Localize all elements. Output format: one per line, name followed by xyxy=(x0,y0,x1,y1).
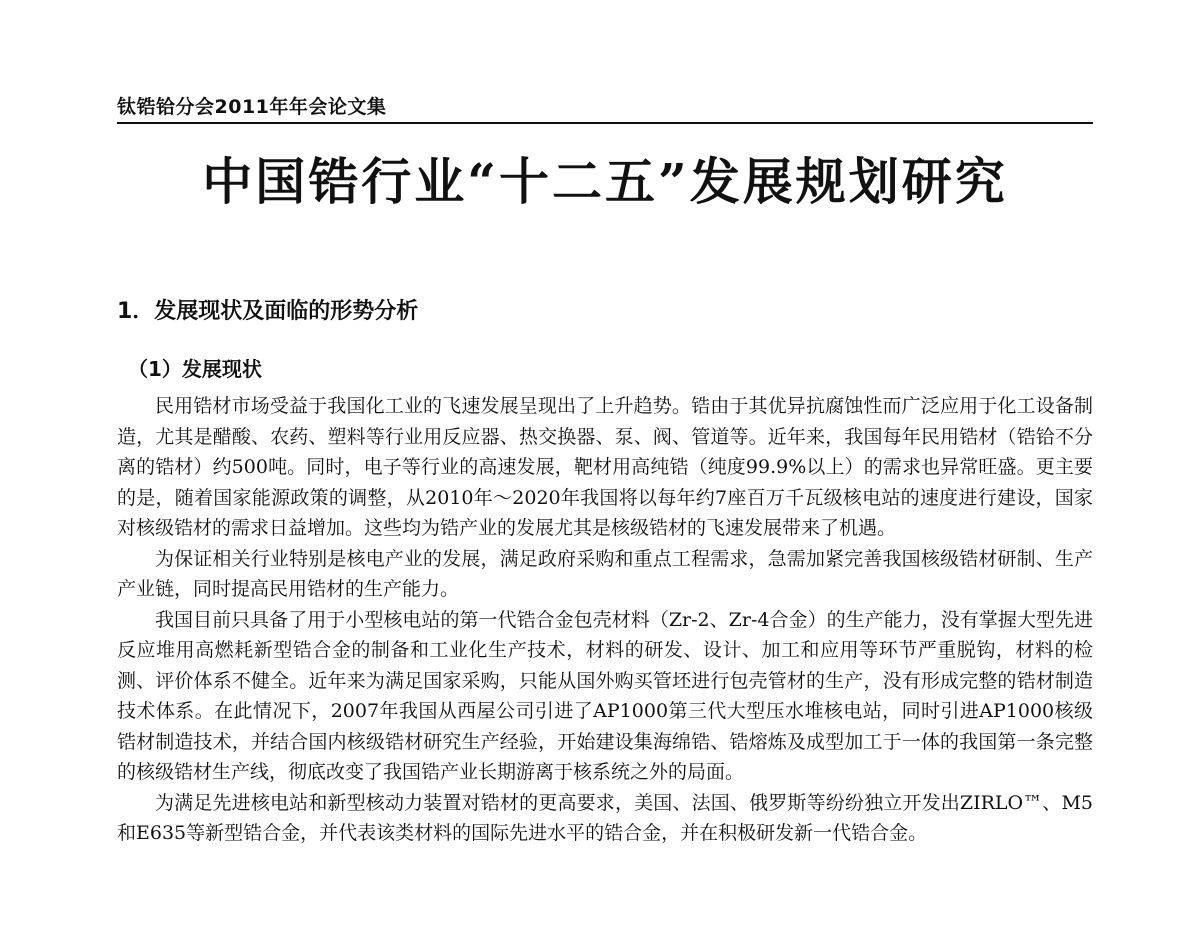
paragraph-2: 为保证相关行业特别是核电产业的发展，满足政府采购和重点工程需求，急需加紧完善我国核级锆材研制、生产产业链，同时提高民用锆材的生产能力。 xyxy=(117,547,1093,600)
paragraph-4: 为满足先进核电站和新型核动力装置对锆材的更高要求，美国、法国、俄罗斯等纷纷独立开发出ZIRLO™、M5和E635等新型锆合金，并代表该类材料的国际先进水平的锆合金，并在积极研发新一代锆合金。 xyxy=(117,791,1093,844)
paper-title: 中国锆行业“十二五”发展规划研究 xyxy=(202,152,1008,211)
subsection-heading-1-1: （1）发展现状 xyxy=(128,357,262,381)
running-header-title: 钛锆铪分会2011年年会论文集 xyxy=(117,96,387,118)
section-heading-1: 1．发展现状及面临的形势分析 xyxy=(117,299,419,324)
running-header xyxy=(117,90,1093,124)
paragraph-3: 我国目前只具备了用于小型核电站的第一代锆合金包壳材料（Zr-2、Zr-4合金）的生产能力，没有掌握大型先进反应堆用高燃耗新型锆合金的制备和工业化生产技术，材料的研发、设计、加工和应用等环节严重脱钩，材料的检测、评价体系不健全。近年来为满足国家采购，只能从国外购买管坯进行包壳管材的生产，没有形成完整的锆材制造技术体系。在此情况下，2007年我国从西屋公司引进了AP1000第三代大型压水堆核电站，同时引进AP1000核级锆材制造技术，并结合国内核级锆材研究生产经验，开始建设集海绵锆、锆熔炼及成型加工于一体的我国第一条完整的核级锆材生产线，彻底改变了我国锆产业长期游离于核系统之外的局面。 xyxy=(117,608,1093,783)
body-text xyxy=(117,391,1093,849)
paragraph-1: 民用锆材市场受益于我国化工业的飞速发展呈现出了上升趋势。锆由于其优异抗腐蚀性而广泛应用于化工设备制造，尤其是醋酸、农药、塑料等行业用反应器、热交换器、泵、阀、管道等。近年来，我国每年民用锆材（锆铪不分离的锆材）约500吨。同时，电子等行业的高速发展，靶材用高纯锆（纯度99.9%以上）的需求也异常旺盛。更主要的是，随着国家能源政策的调整，从2010年～2020年我国将以每年约7座百万千瓦级核电站的速度进行建设，国家对核级锆材的需求日益增加。这些均为锆产业的发展尤其是核级锆材的飞速发展带来了机遇。 xyxy=(117,395,1093,539)
